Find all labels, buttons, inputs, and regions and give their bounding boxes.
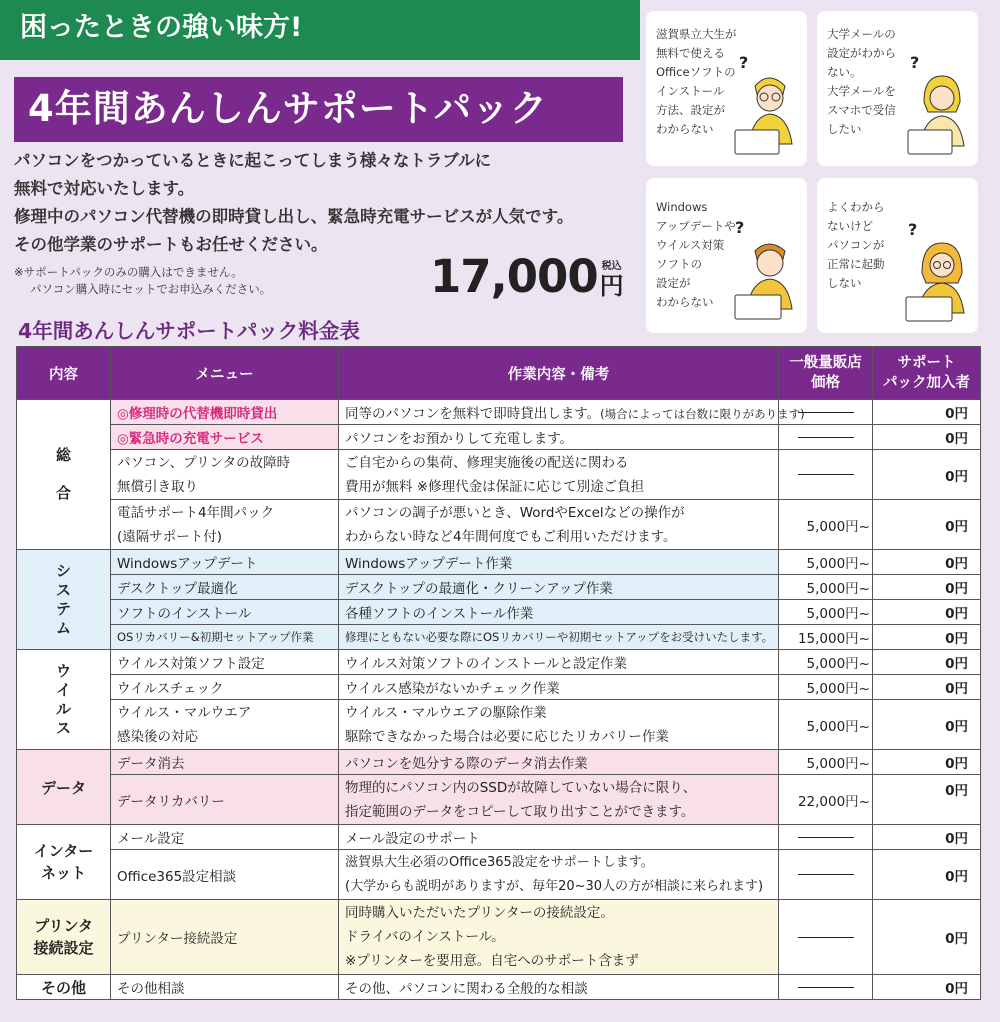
general-price-cell: 15,000円~ [779,625,873,650]
price-tax-label: 税込 [601,261,622,272]
table-row [17,600,981,625]
member-price-cell: 0円 [873,700,981,750]
general-price-cell [779,975,873,1000]
category-data: データ [17,750,111,825]
general-price-cell [779,900,873,975]
purchase-note [14,264,434,298]
header-member-price: サポート パック加入者 [873,347,981,400]
general-price-cell [779,450,873,500]
category-system: シ ス テ ム [17,550,111,650]
member-price-cell: 0円 [873,675,981,700]
svg-text:?: ? [739,53,749,72]
menu-cell: ◎緊急時の充電サービス [111,425,339,450]
table-row [17,500,981,550]
dash-mark [798,437,854,438]
detail-text: 同等のパソコンを無料で即時貸出します。 [345,406,601,422]
table-row [17,550,981,575]
detail-cell: 修理にともない必要な際にOSリカバリーや初期セットアップをお受けいたします。 [339,625,779,650]
card-line: わからない [656,122,714,136]
detail-cell: その他、パソコンに関わる全般的な相談 [339,975,779,1000]
general-price-cell: 5,000円~ [779,575,873,600]
member-price-cell: 0円 [873,850,981,900]
problem-card [817,11,978,166]
general-price-cell: 5,000円~ [779,600,873,625]
table-row [17,425,981,450]
card-line: スマホで受信 [827,103,896,117]
header-banner: 困ったときの強い味方! [0,0,640,60]
detail-cell: 滋賀県大生必須のOffice365設定をサポートします。 (大学からも説明がありますが、毎年20~30人の方が相談に来られます) [339,850,779,900]
dash-mark [798,474,854,475]
member-price-cell: 0円 [873,825,981,850]
table-row [17,650,981,675]
table-row [17,450,981,500]
intro-text [14,147,654,259]
card-text [656,192,748,312]
general-price-cell [779,825,873,850]
card-line: したい [827,122,862,136]
dash-mark [798,874,854,875]
card-line: パソコンが [827,238,885,252]
card-line: ない。 [827,65,862,79]
general-price-cell: 22,000円~ [779,775,873,825]
general-price-cell: 5,000円~ [779,500,873,550]
card-line: インストール [656,84,725,98]
detail-cell: パソコンの調子が悪いとき、WordやExcelなどの操作が わからない時など4年間何度でもご利用いただけます。 [339,500,779,550]
card-line: よくわから [827,200,885,214]
menu-cell: ソフトのインストール [111,600,339,625]
intro-line: その他学業のサポートもお任せください。 [14,235,328,254]
menu-cell: OSリカバリー&初期セットアップ作業 [111,625,339,650]
header-general-price: 一般量販店 価格 [779,347,873,400]
menu-cell: Office365設定相談 [111,850,339,900]
category-virus: ウ イ ル ス [17,650,111,750]
detail-cell: ウイルス対策ソフトのインストールと設定作業 [339,650,779,675]
menu-cell: データ消去 [111,750,339,775]
table-row [17,400,981,425]
card-line: 設定がわから [827,46,896,60]
problem-card [646,11,807,166]
note-line: パソコン購入時にセットでお申込みください。 [30,282,272,296]
detail-cell [339,400,805,425]
member-price-cell: 0円 [873,500,981,550]
card-line: 無料で使える [656,46,725,60]
menu-cell: デスクトップ最適化 [111,575,339,600]
price-yen: 円 [599,272,624,300]
card-line: わからない [656,295,714,309]
category-other: その他 [17,975,111,1000]
category-printer: プリンタ 接続設定 [17,900,111,975]
table-row [17,675,981,700]
menu-cell: ウイルスチェック [111,675,339,700]
table-header-row [17,347,981,400]
member-price-cell: 0円 [873,775,981,825]
card-line: ソフトの [656,257,702,271]
member-price-cell: 0円 [873,625,981,650]
card-text [656,25,748,139]
price [430,247,624,303]
card-line: 大学メールを [827,84,896,98]
intro-line: 修理中のパソコン代替機の即時貸し出し、緊急時充電サービスが人気です。 [14,207,574,226]
detail-cell: ご自宅からの集荷、修理実施後の配送に関わる 費用が無料 ※修理代金は保証に応じて別途ご負担 [339,450,779,500]
member-price-cell: 0円 [873,550,981,575]
table-row [17,575,981,600]
detail-cell: Windowsアップデート作業 [339,550,779,575]
card-line: ないけど [827,219,873,233]
detail-cell: 同時購入いただいたプリンターの接続設定。 ドライバのインストール。 ※プリンターを要用意。自宅へのサポート含まず [339,900,779,975]
header-menu: メニュー [111,347,339,400]
detail-cell: 各種ソフトのインストール作業 [339,600,779,625]
menu-cell: データリカバリー [111,775,339,825]
note-line: ※サポートパックのみの購入はできません。 [14,265,243,279]
detail-cell: 物理的にパソコン内のSSDが故障していない場合に限り、 指定範囲のデータをコピーして取り出すことができます。 [339,775,779,825]
dash-mark [798,937,854,938]
detail-cell: パソコンをお預かりして充電します。 [339,425,779,450]
header-detail: 作業内容・備考 [339,347,779,400]
detail-cell: デスクトップの最適化・クリーンアップ作業 [339,575,779,600]
menu-cell: 電話サポート4年間パック (遠隔サポート付) [111,500,339,550]
member-price-cell: 0円 [873,400,981,425]
detail-cell: メール設定のサポート [339,825,779,850]
card-line: 正常に起動 [827,257,885,271]
card-line: Officeソフトの [656,65,736,79]
problem-card [817,178,978,333]
svg-text:?: ? [908,220,918,239]
card-text [827,25,919,139]
table-row [17,900,981,975]
card-line: しない [827,276,862,290]
member-price-cell: 0円 [873,575,981,600]
table-row [17,775,981,825]
general-price-cell: 5,000円~ [779,650,873,675]
problem-card [646,178,807,333]
table-row [17,750,981,775]
detail-note: (場合によっては台数に限りがあります) [600,407,805,421]
general-price-cell: 5,000円~ [779,700,873,750]
header-category: 内容 [17,347,111,400]
member-price-cell: 0円 [873,450,981,500]
price-unit-group [600,261,624,299]
page-title: 4年間あんしんサポートパック [14,77,623,142]
menu-cell: ◎修理時の代替機即時貸出 [111,400,339,425]
intro-line: パソコンをつかっているときに起こってしまう様々なトラブルに [14,151,492,170]
menu-cell: メール設定 [111,825,339,850]
member-price-cell: 0円 [873,750,981,775]
member-price-cell: 0円 [873,900,981,975]
table-row [17,700,981,750]
card-line: Windows [656,200,708,214]
table-row [17,850,981,900]
general-price-cell [779,425,873,450]
price-table [16,346,981,1000]
member-price-cell: 0円 [873,600,981,625]
detail-cell: パソコンを処分する際のデータ消去作業 [339,750,779,775]
menu-cell: その他相談 [111,975,339,1000]
menu-cell: ウイルス・マルウエア 感染後の対応 [111,700,339,750]
category-internet: インター ネット [17,825,111,900]
card-line: 設定が [656,276,691,290]
menu-cell: ウイルス対策ソフト設定 [111,650,339,675]
card-line: 方法、設定が [656,103,725,117]
general-price-cell: 5,000円~ [779,750,873,775]
detail-cell: ウイルス感染がないかチェック作業 [339,675,779,700]
card-text [827,192,919,293]
price-value: 17,000 [430,250,598,303]
table-row [17,975,981,1000]
table-row [17,825,981,850]
intro-line: 無料で対応いたします。 [14,179,195,198]
member-price-cell: 0円 [873,650,981,675]
card-line: 大学メールの [827,27,896,41]
general-price-cell: 5,000円~ [779,550,873,575]
member-price-cell: 0円 [873,975,981,1000]
menu-cell: Windowsアップデート [111,550,339,575]
card-line: ウイルス対策 [656,238,725,252]
menu-cell: プリンター接続設定 [111,900,339,975]
card-line: 滋賀県立大生が [656,27,737,41]
table-row [17,625,981,650]
table-title: 4年間あんしんサポートパック料金表 [18,319,360,343]
category-general: 総 合 [17,400,111,550]
dash-mark [798,412,854,413]
dash-mark [798,987,854,988]
general-price-cell: 5,000円~ [779,675,873,700]
detail-cell: ウイルス・マルウエアの駆除作業 駆除できなかった場合は必要に応じたリカバリー作業 [339,700,779,750]
general-price-cell [779,850,873,900]
member-price-cell: 0円 [873,425,981,450]
card-line: アップデートや [656,219,736,233]
menu-cell: パソコン、プリンタの故障時 無償引き取り [111,450,339,500]
svg-text:?: ? [735,218,745,237]
dash-mark [798,837,854,838]
svg-text:?: ? [910,53,920,72]
